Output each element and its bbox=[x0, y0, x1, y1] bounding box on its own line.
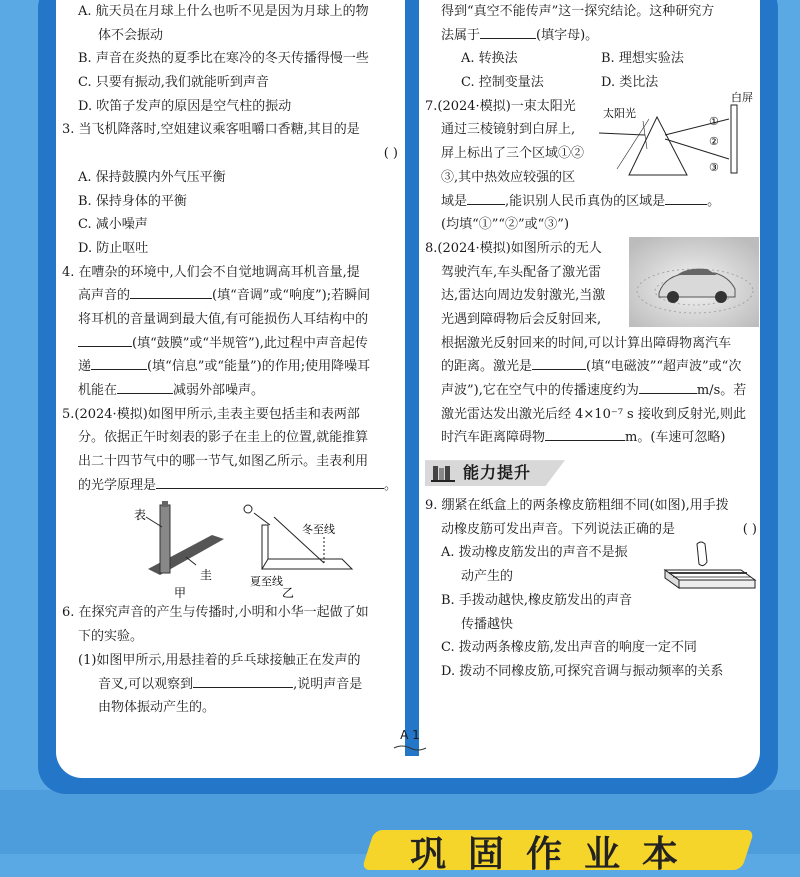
label-sunlight: 太阳光 bbox=[603, 106, 636, 120]
box-front bbox=[679, 580, 755, 588]
box-top bbox=[665, 570, 755, 580]
q3-option-c: C. 减小噪声 bbox=[78, 217, 148, 233]
q3-stem: 3. 当飞机降落时,空姐建议乘客咀嚼口香糖,其目的是 bbox=[62, 122, 360, 138]
q5-text: 。 bbox=[384, 477, 398, 493]
q7-line-1: 7.(2024·模拟)一束太阳光 bbox=[425, 98, 576, 114]
q6-text: ,说明声音是 bbox=[293, 676, 363, 692]
label-xiazhi: 夏至线 bbox=[250, 575, 283, 589]
bottom-title-text: 巩固作业本 bbox=[410, 834, 701, 875]
q8-line-5: 根据激光反射回来的时间,可以计算出障碍物离汽车 bbox=[441, 335, 732, 351]
q6-blank[interactable] bbox=[193, 673, 293, 688]
label-jia: 甲 bbox=[174, 586, 187, 601]
q6-cont-text: (填字母)。 bbox=[536, 27, 599, 43]
q6-method-blank[interactable] bbox=[480, 24, 536, 39]
q4-blank-4[interactable] bbox=[117, 379, 173, 394]
q6-line-2: 下的实验。 bbox=[78, 629, 144, 645]
biao-pole bbox=[160, 505, 170, 573]
q8-line-7 bbox=[425, 379, 757, 403]
books-icon bbox=[431, 464, 457, 482]
q9-option-b-1: B. 手拨动越快,橡皮筋发出的声音 bbox=[441, 592, 632, 608]
page-number: A 1 bbox=[400, 728, 420, 742]
q5-blank[interactable] bbox=[156, 474, 384, 489]
q9-block bbox=[425, 494, 757, 684]
q4-text: 递 bbox=[78, 359, 92, 375]
q6-option-b: B. 理想实验法 bbox=[601, 51, 684, 67]
incident-ray bbox=[599, 133, 645, 135]
q7-line-4: ③,其中热效应较强的区 bbox=[441, 169, 576, 185]
q6-cont-options-ab bbox=[425, 47, 757, 71]
q9-option-a-1: A. 拨动橡皮筋发出的声音不是振 bbox=[441, 545, 628, 561]
q9-line-1: 9. 绷紧在纸盒上的两条橡皮筋粗细不同(如图),用手拨 bbox=[425, 498, 729, 514]
q5-line-1: 5.(2024·模拟)如图甲所示,圭表主要包括圭和表两部 bbox=[62, 406, 360, 422]
q8-block bbox=[425, 237, 757, 450]
q6-line-1: 6. 在探究声音的产生与传播时,小明和小华一起做了如 bbox=[62, 605, 369, 621]
q4-line-1: 4. 在嘈杂的环境中,人们会不自觉地调高耳机音量,提 bbox=[62, 264, 360, 280]
q9-line-2 bbox=[425, 518, 757, 542]
q9-option-a-2: 动产生的 bbox=[461, 569, 514, 585]
gui-plate bbox=[148, 535, 224, 575]
q6-sub-2 bbox=[62, 673, 398, 697]
q8-line-9 bbox=[425, 426, 757, 450]
q7-line-6: (均填“①”“②”或“③”) bbox=[441, 217, 570, 233]
q9-text: 动橡皮筋可发出声音。下列说法正确的是 bbox=[441, 521, 676, 537]
q8-line-8: 激光雷达发出激光后经 4×10⁻⁷ s 接收到反射光,则此 bbox=[441, 406, 746, 422]
q6-sub-3: 由物体振动产生的。 bbox=[98, 700, 216, 716]
car-wheel bbox=[667, 291, 679, 303]
q4-blank-2[interactable] bbox=[78, 332, 132, 347]
q5-line-2: 分。依据正午时刻表的影子在圭上的位置,就能推算 bbox=[78, 430, 369, 446]
q5-text: 的光学原理是 bbox=[78, 477, 157, 493]
figure-yi bbox=[244, 505, 352, 600]
rubber-band-box-diagram bbox=[657, 540, 757, 600]
q8-text: (填“电磁波”“超声波”或“次 bbox=[586, 359, 742, 375]
q2-option-a: A. 航天员在月球上什么也听不见是因为月球上的物 bbox=[78, 4, 369, 19]
yi-gui bbox=[262, 559, 352, 569]
q2-option-c: C. 只要有振动,我们就能听到声音 bbox=[78, 75, 269, 91]
q3-option-d: D. 防止呕吐 bbox=[78, 240, 149, 256]
right-column bbox=[425, 0, 757, 684]
gui-leader bbox=[186, 557, 196, 565]
q4-line-2 bbox=[62, 284, 398, 308]
left-column bbox=[62, 0, 398, 720]
q4-text: 机能在 bbox=[78, 383, 118, 398]
column-divider bbox=[405, 0, 419, 756]
q6-option-a: A. 转换法 bbox=[461, 51, 518, 67]
q5-figure bbox=[62, 497, 398, 601]
q6-cont-text: 法属于 bbox=[441, 27, 481, 43]
q7-block bbox=[425, 90, 757, 237]
q8-text: m。(车速可忽略) bbox=[625, 430, 726, 446]
q7-blank-2[interactable] bbox=[665, 190, 707, 205]
q4-blank-3[interactable] bbox=[91, 355, 147, 370]
q5-line-3: 出二十四节气中的哪一节气,如图乙所示。圭表利用 bbox=[78, 454, 369, 470]
q8-text: 声波”),它在空气中的传播速度约为 bbox=[441, 383, 639, 398]
q9-answer-paren[interactable]: ( ) bbox=[742, 521, 757, 537]
q9-option-b-2: 传播越快 bbox=[461, 616, 514, 632]
label-yi: 乙 bbox=[282, 586, 295, 601]
sun-ray bbox=[254, 513, 270, 525]
section-heading bbox=[425, 456, 757, 490]
label-gui: 圭 bbox=[200, 568, 213, 583]
q7-text: 域是 bbox=[441, 193, 468, 209]
q6-cont-line-2 bbox=[425, 24, 757, 48]
q9-option-c: C. 拨动两条橡皮筋,发出声音的响度一定不同 bbox=[441, 640, 697, 656]
region-1: ① bbox=[709, 114, 719, 128]
q8-blank-2[interactable] bbox=[639, 379, 697, 394]
refracted-ray-top bbox=[665, 119, 729, 135]
q8-line-2: 驾驶汽车,车头配备了激光雷 bbox=[441, 264, 602, 280]
q3-answer-paren[interactable]: ( ) bbox=[383, 146, 398, 162]
self-driving-car-image bbox=[629, 237, 759, 327]
q8-text: 时汽车距离障碍物 bbox=[441, 430, 546, 446]
q4-text: 高声音的 bbox=[78, 288, 131, 304]
page-number-ornament bbox=[394, 744, 426, 752]
label-screen: 白屏 bbox=[731, 90, 753, 104]
q4-blank-1[interactable] bbox=[130, 284, 212, 299]
q4-line-3: 将耳机的音量调到最大值,有可能损伤人耳结构中的 bbox=[78, 311, 369, 327]
q3-option-b: B. 保持身体的平衡 bbox=[78, 193, 187, 209]
q6-option-c: C. 控制变量法 bbox=[461, 75, 544, 91]
prism bbox=[629, 117, 687, 175]
q8-blank-3[interactable] bbox=[545, 426, 625, 441]
q5-line-4 bbox=[62, 474, 398, 498]
q2-option-b: B. 声音在炎热的夏季比在寒冷的冬天传播得慢一些 bbox=[78, 51, 369, 67]
q4-text: (填“音调”或“响度”);若瞬间 bbox=[212, 288, 371, 304]
q4-text: (填“信息”或“能量”)的作用;使用降噪耳 bbox=[147, 359, 371, 375]
q4-line-5 bbox=[62, 355, 398, 379]
label-biao: 表 bbox=[134, 508, 147, 523]
region-3: ③ bbox=[709, 160, 719, 174]
q7-line-2: 通过三棱镜射到白屏上, bbox=[441, 122, 576, 138]
sun-icon bbox=[244, 505, 252, 513]
q7-text: ,能识别人民币真伪的区域是 bbox=[505, 193, 666, 209]
white-screen bbox=[731, 105, 737, 173]
q4-text: 减弱外部噪声。 bbox=[173, 383, 265, 398]
biao-top bbox=[162, 501, 168, 507]
q8-line-6 bbox=[425, 355, 757, 379]
q2-option-a-cont: 体不会振动 bbox=[98, 27, 164, 43]
car-wheel bbox=[715, 291, 727, 303]
q6-sub-1: (1)如图甲所示,用悬挂着的乒乓球接触正在发声的 bbox=[78, 652, 361, 668]
prism-diagram bbox=[593, 89, 763, 189]
q7-text: 。 bbox=[707, 193, 721, 209]
q7-line-3: 屏上标出了三个区域①② bbox=[441, 146, 585, 162]
gnomon-diagram bbox=[62, 497, 398, 601]
q6-cont-line-1: 得到“真空不能传声”这一探究结论。这种研究方 bbox=[441, 4, 715, 19]
region-2: ② bbox=[709, 134, 719, 148]
q6-option-d: D. 类比法 bbox=[601, 75, 659, 91]
q4-line-6 bbox=[62, 379, 398, 403]
q7-blank-1[interactable] bbox=[467, 190, 505, 205]
q9-option-d: D. 拨动不同橡皮筋,可探究音调与振动频率的关系 bbox=[441, 663, 724, 679]
figure-jia bbox=[134, 501, 224, 600]
section-title: 能力提升 bbox=[463, 463, 532, 483]
q3-option-a: A. 保持鼓膜内外气压平衡 bbox=[78, 169, 226, 185]
q3-answer-line bbox=[62, 142, 398, 166]
q8-text: 的距离。激光是 bbox=[441, 359, 533, 375]
q6-text: 音叉,可以观察到 bbox=[98, 676, 194, 692]
label-dongzhi: 冬至线 bbox=[302, 523, 335, 537]
hand-finger bbox=[697, 542, 707, 566]
q4-text: (填“鼓膜”或“半规管”),此过程中声音起传 bbox=[132, 335, 368, 351]
q8-line-3: 达,雷达向周边发射激光,当激 bbox=[441, 288, 606, 304]
q4-line-4 bbox=[62, 332, 398, 356]
q8-text: m/s。若 bbox=[696, 383, 747, 398]
q7-line-5 bbox=[425, 190, 757, 214]
q2-option-d: D. 吹笛子发声的原因是空气柱的振动 bbox=[78, 98, 292, 114]
q8-blank-1[interactable] bbox=[532, 355, 586, 370]
q8-line-1: 8.(2024·模拟)如图所示的无人 bbox=[425, 240, 602, 256]
q8-line-4: 光遇到障碍物后会反射回来, bbox=[441, 311, 602, 327]
